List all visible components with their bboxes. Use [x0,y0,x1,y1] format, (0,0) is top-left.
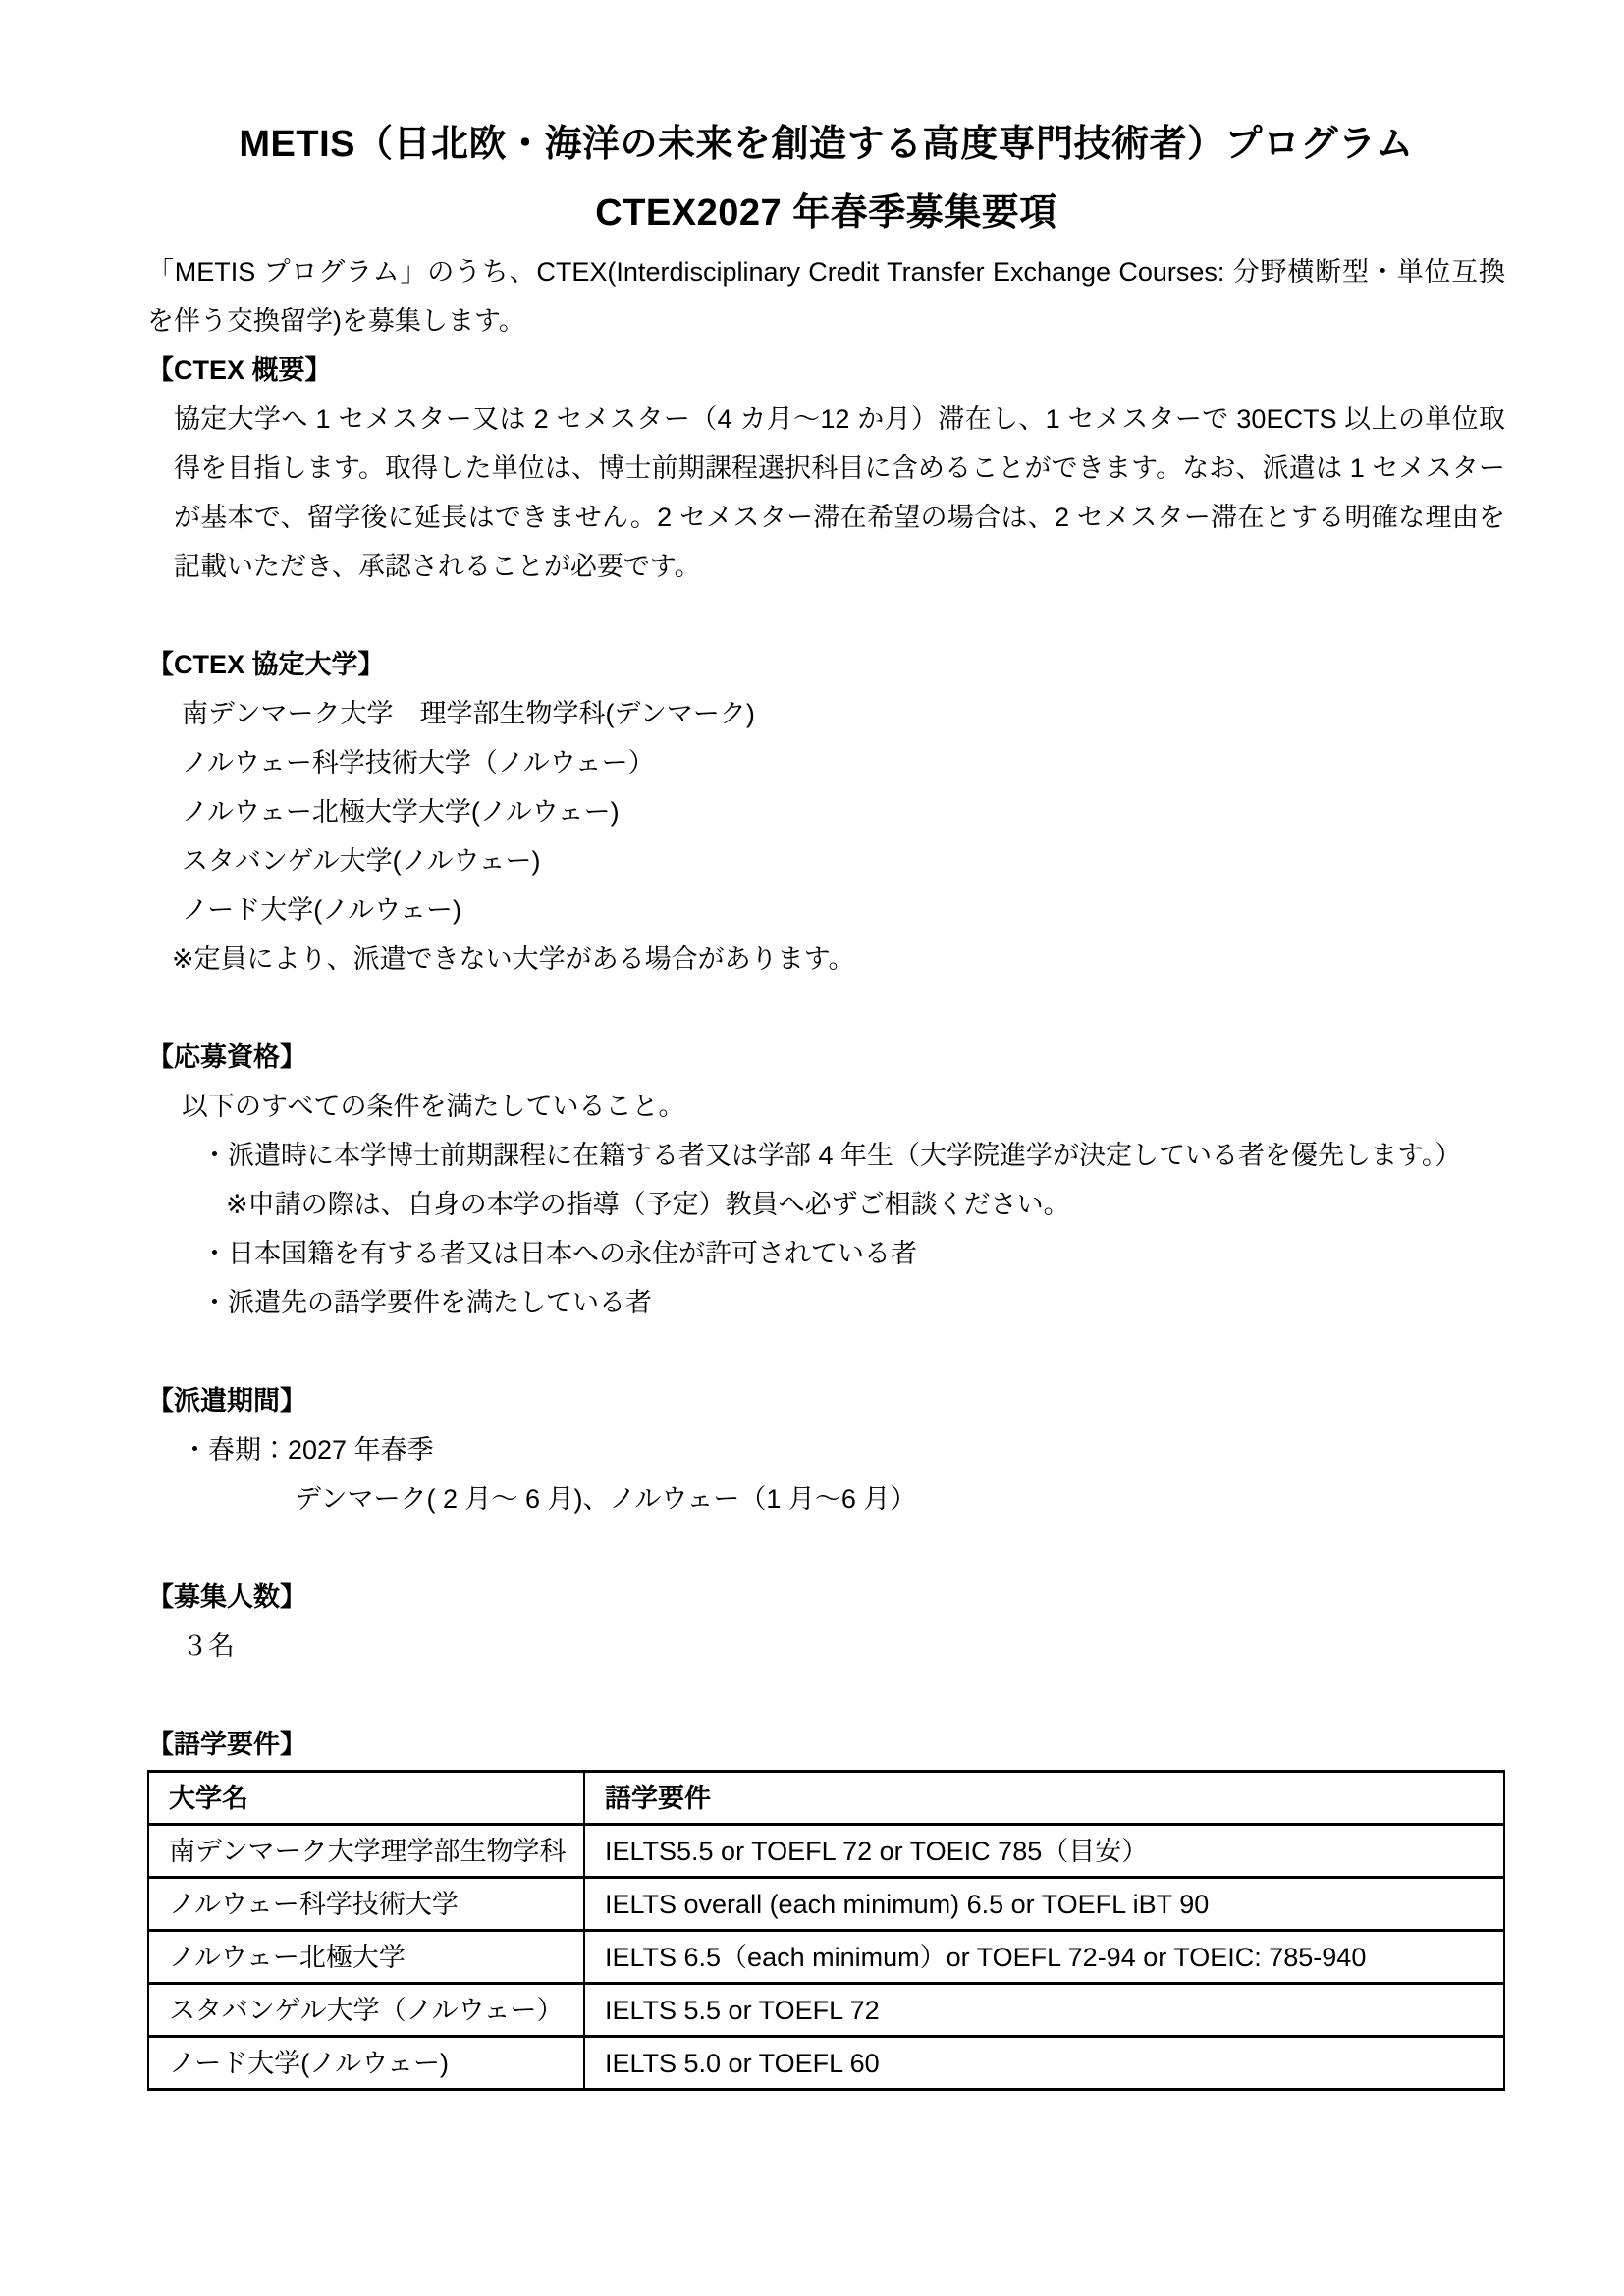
section-heading-ctex-overview: 【CTEX 概要】 [147,355,332,385]
document-title-line2: CTEX2027 年春季募集要項 [595,192,1057,234]
eligibility-bullet-enrollment: ・派遣時に本学博士前期課程に在籍する者又は学部 4 年生（大学院進学が決定している者を優先します。） [201,1141,1462,1170]
eligibility-bullet-language: ・派遣先の語学要件を満たしている者 [201,1288,652,1317]
capacity-limitation-note: ※定員により、派遣できない大学がある場合があります。 [172,944,855,974]
university-list-item: ノルウェー北極大学大学(ノルウェー) [182,797,620,827]
university-list-item: ノルウェー科学技術大学（ノルウェー） [182,748,655,777]
overview-paragraph: 協定大学へ 1 セメスター又は 2 セメスター（4 カ月～12 か月）滞在し、1 セメスターで 30ECTS 以上の単位取得を目指します。取得した単位は、博士前期課程選択科目に含めることができます。なお、派遣は 1 セメスターが基本で、留学後に延長はできません。2 セメスター滞在希望の場合は、2 セメスター滞在とする明確な理由を記載いただき、承認されることが必要です。 [174,404,1505,581]
section-spacer [147,1327,1505,1376]
document-title-line1: METIS（日北欧・海洋の未来を創造する高度専門技術者）プログラム [239,124,1414,165]
dispatch-period-detail: デンマーク( 2 月～ 6 月)、ノルウェー（1 月～6 月） [295,1484,917,1514]
section-heading-capacity: 【募集人数】 [147,1582,306,1612]
eligibility-lead: 以下のすべての条件を満たしていること。 [182,1092,685,1121]
section-heading-eligibility: 【応募資格】 [147,1042,306,1072]
university-name-cell: ノルウェー科学技術大学 [148,1878,584,1931]
language-requirement-cell: IELTS 5.0 or TOEFL 60 [584,2037,1504,2090]
table-header-requirement: 語学要件 [584,1772,1504,1825]
section-spacer [147,591,1505,640]
section-spacer [147,1671,1505,1720]
table-row [148,1931,1504,1984]
section-spacer [147,984,1505,1033]
capacity-value: ３名 [182,1631,235,1661]
university-list-item: ノード大学(ノルウェー) [182,895,462,925]
table-header-row [148,1772,1504,1825]
section-spacer [147,1523,1505,1573]
university-list-item: 南デンマーク大学 理学部生物学科(デンマーク) [182,699,755,728]
table-row [148,1825,1504,1878]
language-requirement-cell: IELTS5.5 or TOEFL 72 or TOEIC 785（目安） [584,1825,1504,1878]
dispatch-period-line: ・春期：2027 年春季 [182,1435,434,1465]
university-name-cell: 南デンマーク大学理学部生物学科 [148,1825,584,1878]
university-name-cell: スタバンゲル大学（ノルウェー） [148,1984,584,2037]
table-header-university: 大学名 [148,1772,584,1825]
language-requirements-table [147,1770,1505,2091]
university-name-cell: ノルウェー北極大学 [148,1931,584,1984]
section-heading-dispatch-period: 【派遣期間】 [147,1386,306,1415]
language-requirement-cell: IELTS overall (each minimum) 6.5 or TOEFL iBT 90 [584,1878,1504,1931]
table-row [148,1878,1504,1931]
section-heading-language-requirements: 【語学要件】 [147,1730,306,1759]
language-requirement-cell: IELTS 6.5（each minimum）or TOEFL 72-94 or TOEIC: 785-940 [584,1931,1504,1984]
university-list-item: スタバンゲル大学(ノルウェー) [182,846,541,876]
university-name-cell: ノード大学(ノルウェー) [148,2037,584,2090]
eligibility-bullet-nationality: ・日本国籍を有する者又は日本への永住が許可されている者 [201,1239,917,1268]
eligibility-advisor-note: ※申請の際は、自身の本学の指導（予定）教員へ必ずご相談ください。 [226,1190,1070,1219]
language-requirement-cell: IELTS 5.5 or TOEFL 72 [584,1984,1504,2037]
intro-paragraph: 「METIS プログラム」のうち、CTEX(Interdisciplinary Credit Transfer Exchange Courses: 分野横断型・単位互換を伴う交換留学)を募集します。 [147,257,1505,336]
table-row [148,1984,1504,2037]
section-heading-partner-universities: 【CTEX 協定大学】 [147,650,385,679]
table-row [148,2037,1504,2090]
